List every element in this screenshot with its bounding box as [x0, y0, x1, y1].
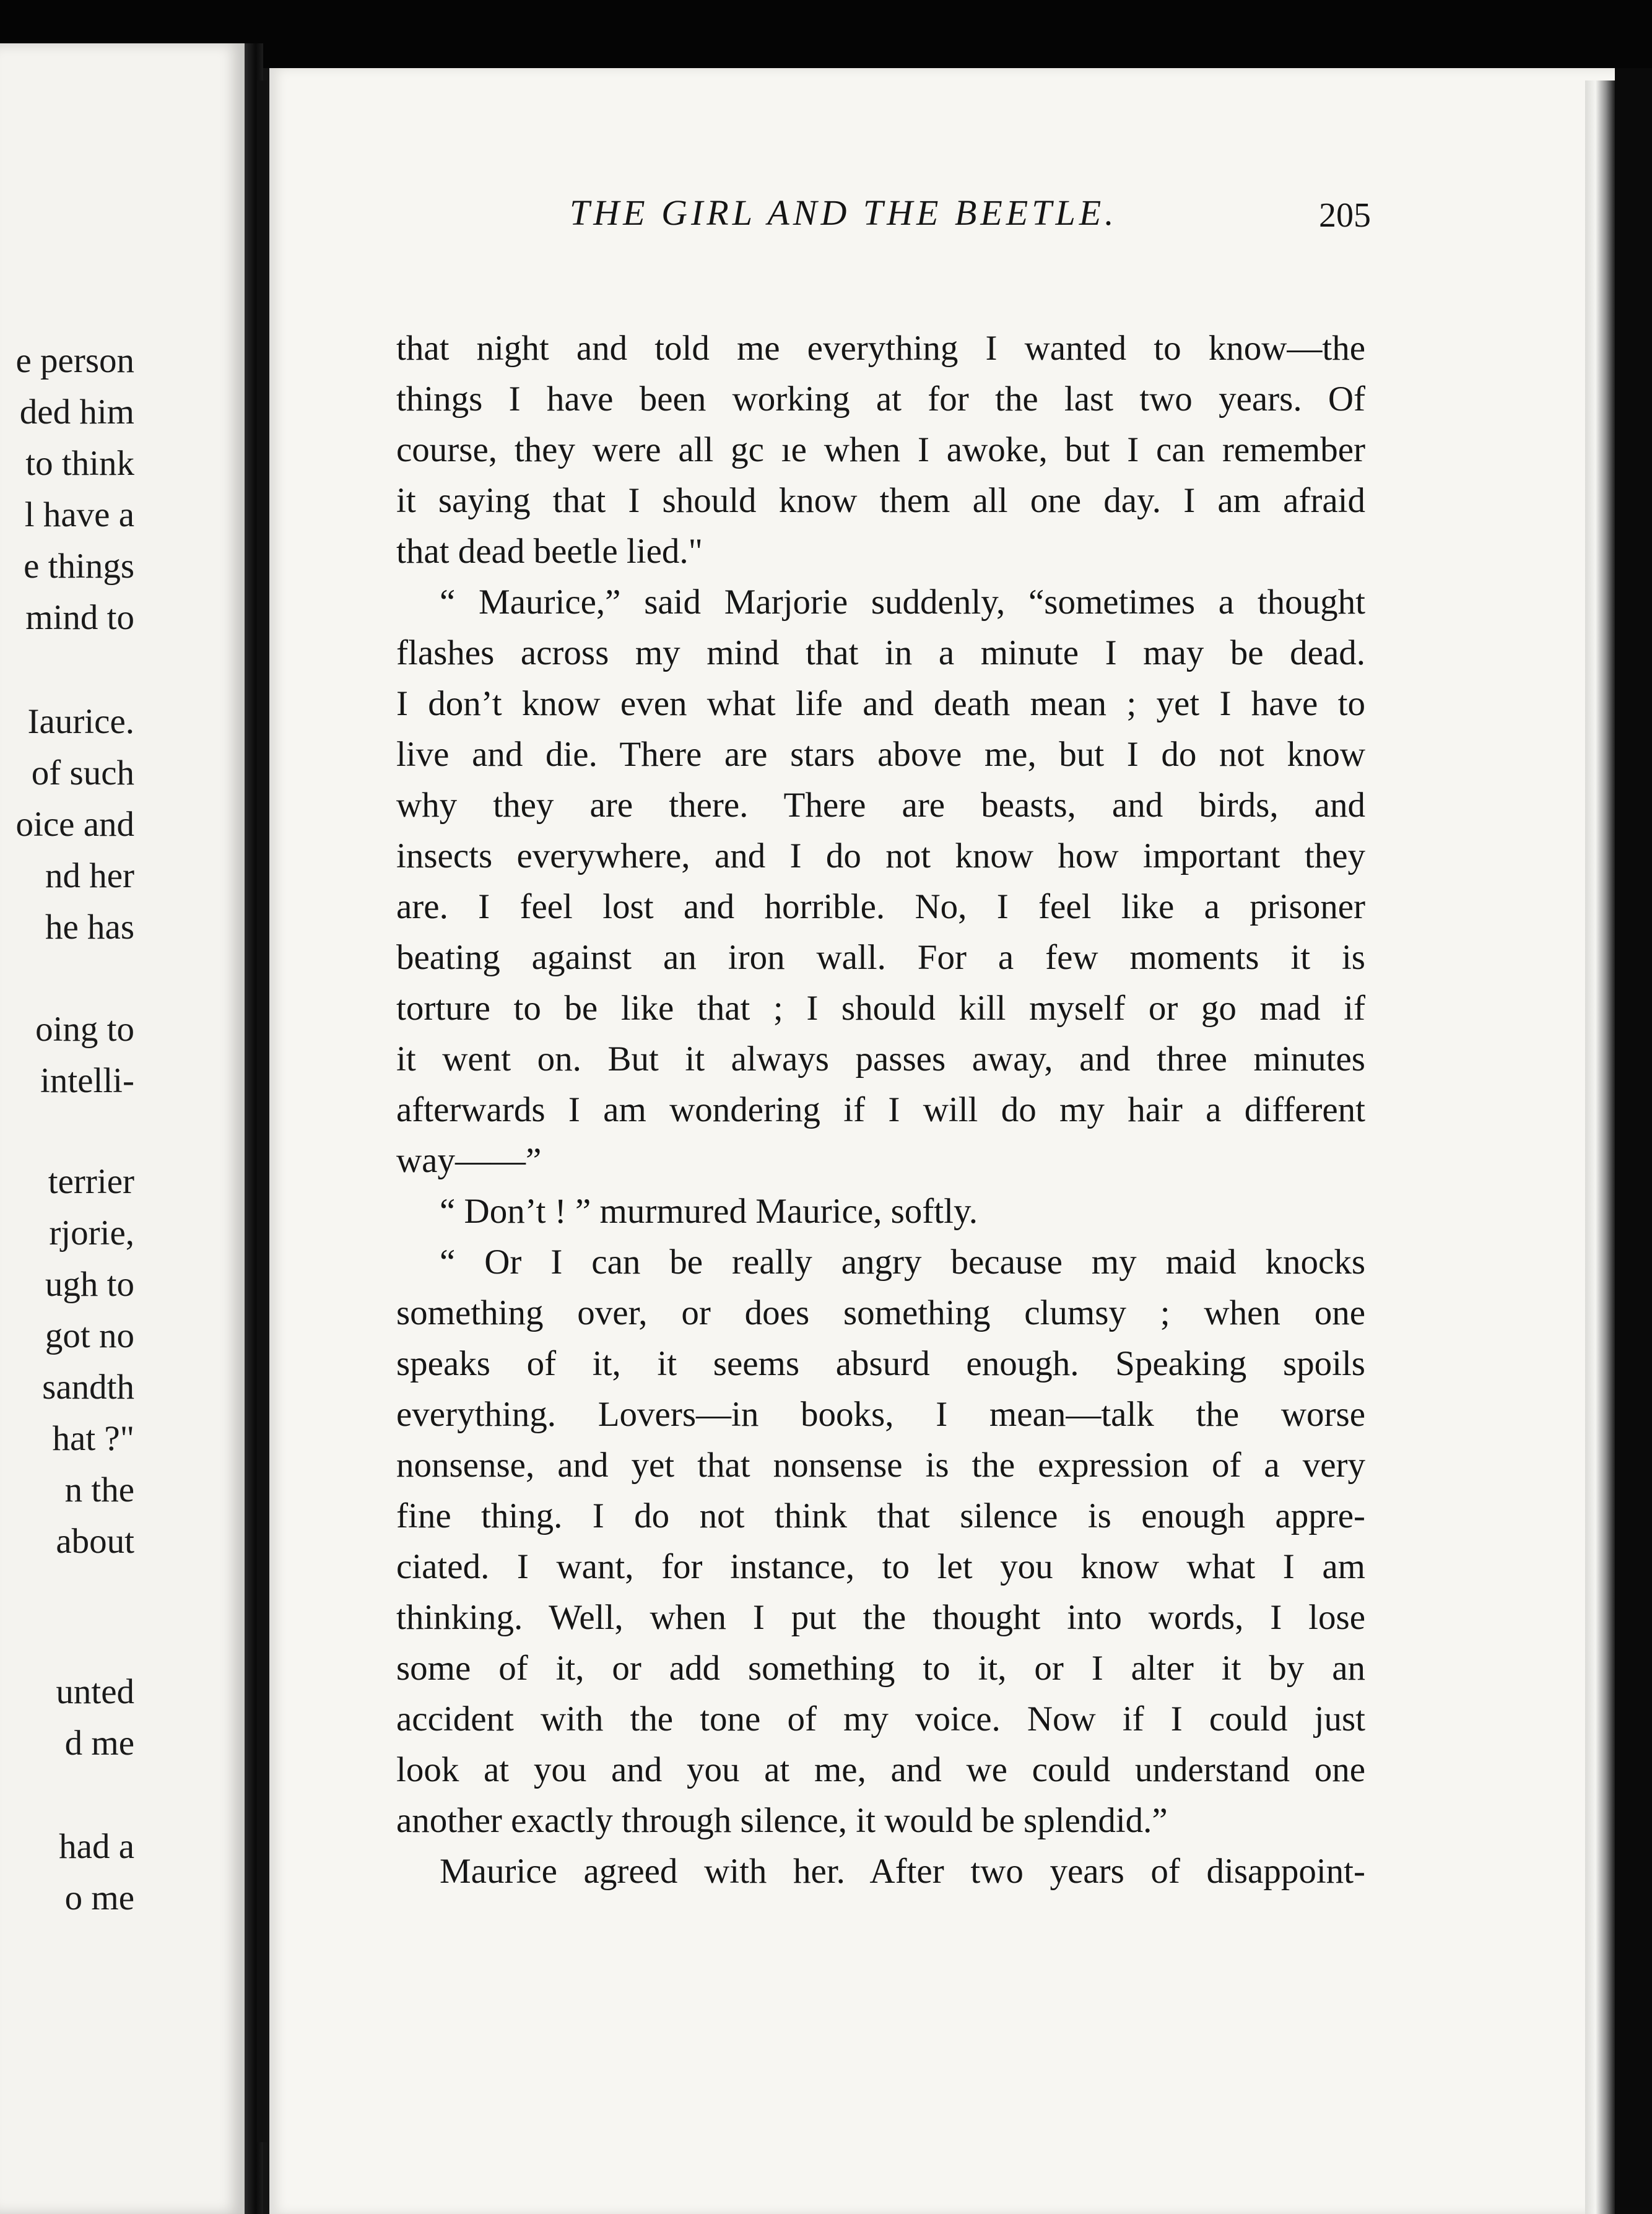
text-line: accident with the tone of my voice. Now if I could just [396, 1700, 1365, 1739]
left-page-line: d me [64, 1724, 134, 1763]
left-page-line: nd her [45, 856, 134, 895]
left-page-line: e things [24, 547, 134, 586]
left-page-line: he has [45, 908, 134, 947]
left-page-line: e person [15, 341, 134, 380]
text-line: fine thing. I do not think that silence is enough appre- [396, 1496, 1365, 1535]
left-page-line: about [56, 1522, 134, 1561]
left-page-line: l have a [24, 495, 134, 534]
running-title: THE GIRL AND THE BEETLE. [570, 193, 1118, 233]
text-line: it went on. But it always passes away, and three minutes [396, 1040, 1365, 1079]
text-line: “ Maurice,” said Marjorie suddenly, “sometimes a thought [440, 583, 1365, 622]
text-line: course, they were all gc ıe when I awoke, but I can remember [396, 430, 1365, 469]
text-line: “ Or I can be really angry because my maid knocks [440, 1243, 1365, 1282]
left-page-line: Iaurice. [27, 702, 134, 741]
left-page-line: o me [64, 1878, 134, 1917]
left-page-line: mind to [25, 598, 134, 637]
text-line: look at you and you at me, and we could understand one [396, 1750, 1365, 1789]
text-line: things I have been working at for the last two years. Of [396, 380, 1365, 419]
text-line: nonsense, and yet that nonsense is the expression of a very [396, 1446, 1365, 1485]
left-page-line: n the [64, 1470, 134, 1509]
left-page-line: ugh to [45, 1265, 134, 1304]
text-line: that dead beetle lied." [396, 532, 703, 571]
text-line: ciated. I want, for instance, to let you know what I am [396, 1547, 1365, 1586]
text-line: insects everywhere, and I do not know how important they [396, 836, 1365, 875]
text-line: thinking. Well, when I put the thought into words, I lose [396, 1598, 1365, 1637]
left-page-line: intelli- [40, 1061, 134, 1100]
left-page-line: had a [59, 1827, 134, 1866]
text-line: are. I feel lost and horrible. No, I feel like a prisoner [396, 887, 1365, 926]
text-line: I don’t know even what life and death mean ; yet I have to [396, 684, 1365, 723]
left-page-line: rjorie, [49, 1213, 134, 1252]
left-page-line: got no [45, 1316, 134, 1355]
left-page-line: unted [56, 1672, 134, 1711]
text-line: why they are there. There are beasts, and birds, and [396, 786, 1365, 825]
text-line: “ Don’t ! ” murmured Maurice, softly. [440, 1192, 978, 1231]
text-line: live and die. There are stars above me, but I do not know [396, 735, 1365, 774]
left-page-line: sandth [42, 1368, 134, 1407]
left-page-line: to think [25, 444, 134, 483]
text-line: afterwards I am wondering if I will do my hair a different [396, 1090, 1365, 1129]
text-line: way——” [396, 1141, 542, 1180]
text-line: torture to be like that ; I should kill myself or go mad if [396, 989, 1365, 1028]
text-line: speaks of it, it seems absurd enough. Speaking spoils [396, 1344, 1365, 1383]
left-page-line: hat ?" [52, 1419, 134, 1458]
left-page-line: terrier [48, 1162, 134, 1201]
text-line: everything. Lovers—in books, I mean—talk the worse [396, 1395, 1365, 1434]
text-line: something over, or does something clumsy ; when one [396, 1293, 1365, 1332]
text-line: another exactly through silence, it would be splendid.” [396, 1801, 1168, 1840]
left-page-line: ded him [19, 393, 134, 432]
left-page-line: of such [31, 753, 134, 792]
text-line: beating against an iron wall. For a few moments it is [396, 938, 1365, 977]
text-line: some of it, or add something to it, or I alter it by an [396, 1649, 1365, 1688]
text-line: that night and told me everything I wanted to know—the [396, 329, 1365, 368]
text-line: flashes across my mind that in a minute I may be dead. [396, 633, 1365, 672]
page-number: 205 [1319, 196, 1371, 235]
left-page-line: oice and [15, 805, 134, 844]
left-page-line: oing to [35, 1010, 134, 1049]
text-line: it saying that I should know them all one day. I am afraid [396, 481, 1365, 520]
text-line: Maurice agreed with her. After two years of disappoint- [440, 1852, 1365, 1891]
